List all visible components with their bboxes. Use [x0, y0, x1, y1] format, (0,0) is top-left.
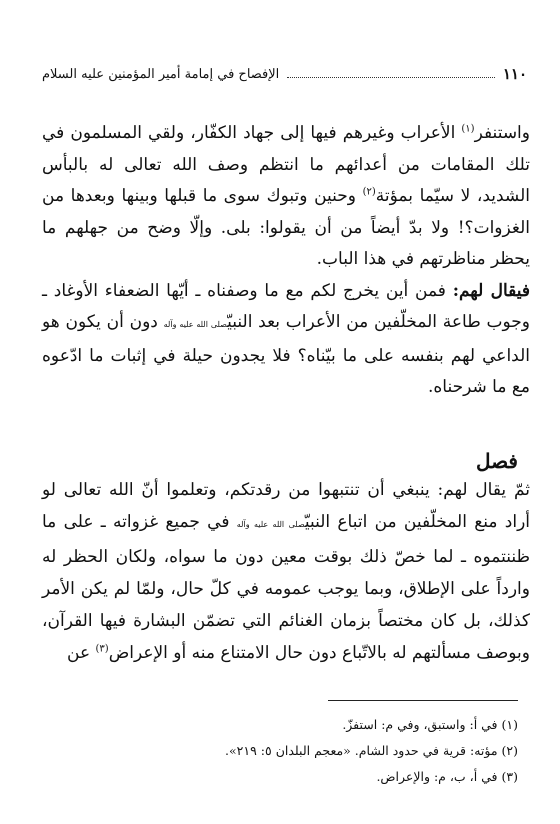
page-number: ١١٠ [502, 65, 527, 83]
running-header [42, 62, 527, 86]
paragraph-2-text-a: فمن أين يخرج لكم مع ما وصفناه ـ أيّها الضعفاء الأوغاد ـ وجوب طاعة المخلّفين من الأعراب بعد النبيّ [42, 280, 531, 332]
main-text [42, 118, 530, 404]
footnote-ref-1: (١) [461, 123, 475, 135]
header-dot-leader [287, 76, 495, 78]
running-title: الإفصاح في إمامة أمير المؤمنين عليه السلام [42, 66, 280, 82]
paragraph-1-text-a: واستنفر [474, 123, 530, 143]
section-text [42, 474, 530, 669]
section-text-c: عن [67, 643, 96, 663]
honorific-mark: صلى الله عليه وآله [236, 520, 305, 529]
paragraph-1 [42, 118, 530, 276]
section-text-b: في جميع غزواته ـ على ما ظننتموه ـ لما خصّ ذلك بوقت معين دون ما سواه، ولكان الحظر له وارداً على الإطلاق، وبما يوجب عمومه في كلّ حال، ولمّا لم يكن الأمر كذلك، بل كان مختصاً بزمان الغنائم التي تضمّن البشارة فيها القرآن، وبوصف مسألتهم له بالاتّباع دون حال الامتناع منه أو الإعراض [42, 512, 530, 663]
footnote-3: (٣) في أ، ب، م: والإعراض. [376, 769, 518, 784]
footnote-ref-2: (٢) [362, 186, 376, 198]
footnote-2: (٢) مؤته: قرية في حدود الشام. «معجم البلدان ٥: ٢١٩». [225, 743, 518, 758]
footnote-1: (١) في أ: واستبق، وفي م: استفزّ. [342, 717, 518, 732]
paragraph-1-text-c: وحنين وتبوك سوى ما قبلها وبينها وبعدها من الغزوات؟! ولا بدّ أيضاً من أن يقولوا: بلى. وإلّا وضح من جهلهم ما يحظر مناظرتهم في هذا الباب. [42, 186, 530, 269]
footnote-ref-3: (٣) [95, 643, 109, 655]
paragraph-2-lead: فيقال لهم: [452, 280, 530, 301]
footnotes [30, 712, 518, 790]
section-text-a: ثمّ يقال لهم: ينبغي أن تنتبهوا من رقدتكم، وتعلموا أنّ الله تعالى لو أراد منع المخلّفين من اتباع النبيّ [42, 480, 530, 532]
paragraph-2-text-b: دون أن يكون هو الداعي لهم بنفسه على ما بيّناه؟ فلا يجدون حيلة في إثبات ما ادّعوه مع ما شرحناه. [42, 312, 530, 397]
footnote-separator [328, 700, 518, 701]
section-heading: فصل [475, 449, 518, 473]
honorific-mark: صلى الله عليه وآله [163, 320, 228, 329]
paragraph-1-text-b: الأعراب وغيرهم فيها إلى جهاد الكفّار، ولقي المسلمون في تلك المقامات من أعدائهم ما انتظم وصف الله تعالى له بالبأس الشديد، لا سيّما بمؤتة [42, 123, 531, 206]
section-paragraph [42, 474, 530, 669]
paragraph-2 [42, 276, 530, 404]
